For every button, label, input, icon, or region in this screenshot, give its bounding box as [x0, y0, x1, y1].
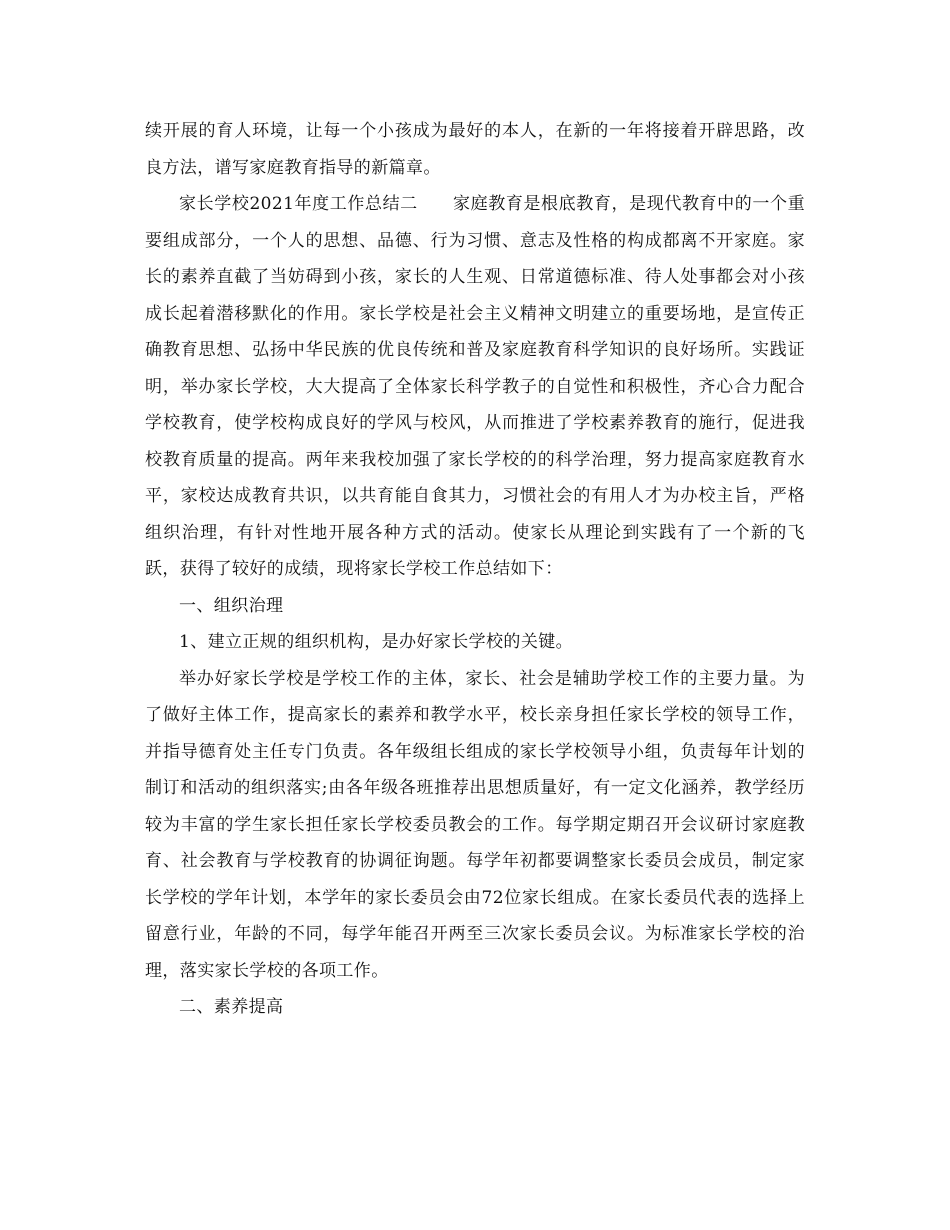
subsection-heading-structure: 1、建立正规的组织机构，是办好家长学校的关键。 [179, 632, 574, 652]
document-body [145, 113, 805, 1026]
paragraph-summary-intro: 家长学校2021年度工作总结二 家庭教育是根底教育，是现代教育中的一个重要组成部分，一个人的思想、品德、行为习惯、意志及性格的构成都离不开家庭。家长的素养直截了当妨碍到小孩，家长的人生观、日常道德标准、待人处事都会对小孩成长起着潜移默化的作用。家长学校是社会主义精神文明建立的重要场地，是宣传正确教育思想、弘扬中华民族的优良传统和普及家庭教育科学知识的良好场所。实践证明，举办家长学校，大大提高了全体家长科学教子的自觉性和积极性，齐心合力配合学校教育，使学校构成良好的学风与校风，从而推进了学校素养教育的施行，促进我校教育质量的提高。两年来我校加强了家长学校的的科学治理，努力提高家庭教育水平，家校达成教育共识，以共育能自食其力，习惯社会的有用人才为办校主旨，严格组织治理，有针对性地开展各种方式的活动。使家长从理论到实践有了一个新的飞跃，获得了较好的成绩，现将家长学校工作总结如下： [145, 194, 805, 579]
paragraph-organization-details: 举办好家长学校是学校工作的主体，家长、社会是辅助学校工作的主要力量。为了做好主体工作，提高家长的素养和教学水平，校长亲身担任家长学校的领导工作，并指导德育处主任专门负责。各年级组长组成的家长学校领导小组，负责每年计划的制订和活动的组织落实;由各年级各班推荐出思想质量好，有一定文化涵养，教学经历较为丰富的学生家长担任家长学校委员教会的工作。每学期定期召开会议研讨家庭教育、社会教育与学校教育的协调征询题。每学年初都要调整家长委员会成员，制定家长学校的学年计划，本学年的家长委员会由72位家长组成。在家长委员代表的选择上留意行业，年龄的不同，每学年能召开两至三次家长委员会议。为标准家长学校的治理，落实家长学校的各项工作。 [145, 668, 805, 981]
paragraph-continuation: 续开展的育人环境，让每一个小孩成为最好的本人，在新的一年将接着开辟思路，改良方法，谱写家庭教育指导的新篇章。 [145, 121, 805, 178]
section-heading-quality: 二、素养提高 [179, 997, 284, 1017]
section-heading-organization: 一、组织治理 [179, 595, 284, 616]
